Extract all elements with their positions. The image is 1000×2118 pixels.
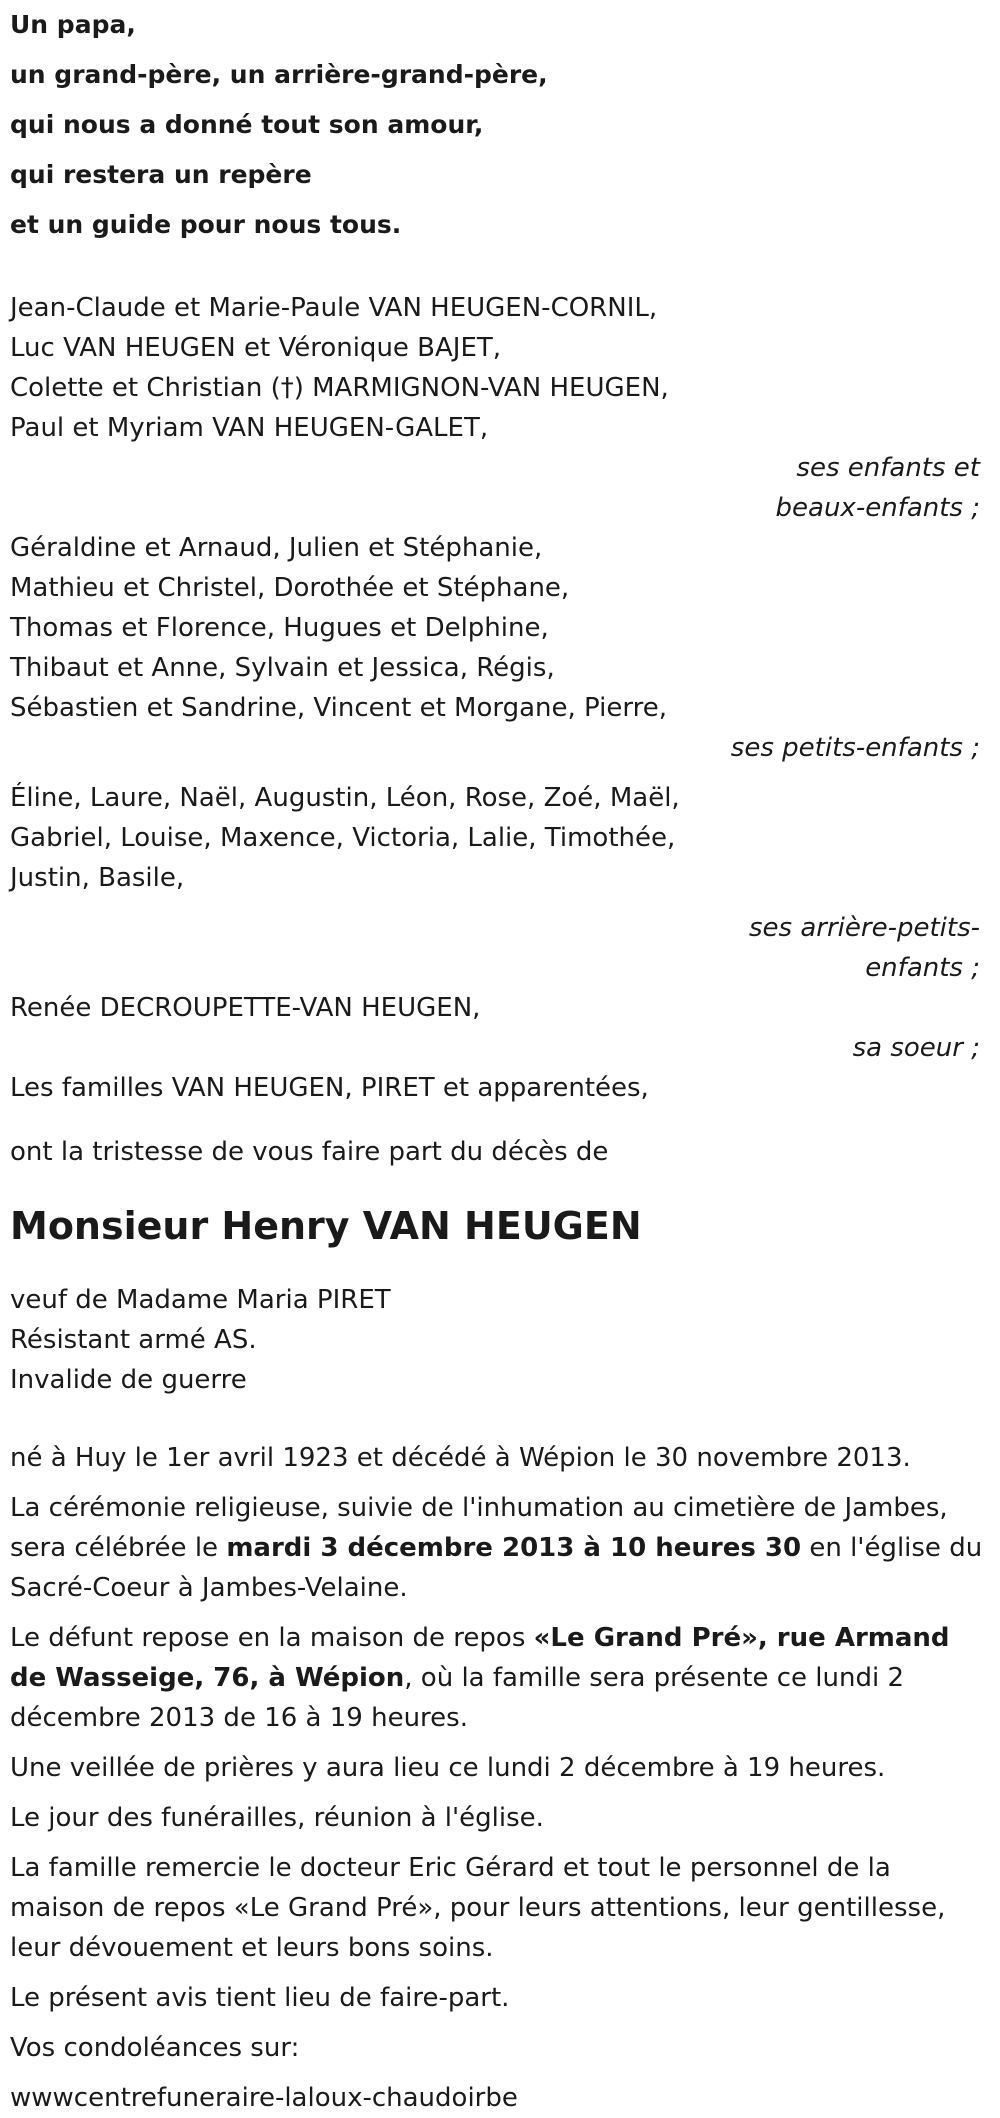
families-line: Les familles VAN HEUGEN, PIRET et apparentées, xyxy=(10,1073,649,1103)
rest-location: «Le Grand Pré», rue Armand de Wasseige, 76, à Wépion xyxy=(10,1623,950,1693)
rest-text: , où la famille sera présente ce lundi 2 décembre 2013 de 16 à 19 heures. xyxy=(10,1663,905,1733)
obituary-notice xyxy=(10,0,990,2118)
deceased-name: Monsieur Henry VAN HEUGEN xyxy=(10,1204,642,1248)
family-line: Sébastien et Sandrine, Vincent et Morgane, Pierre, xyxy=(10,693,667,723)
poem xyxy=(10,0,990,250)
deceased-details xyxy=(10,1280,990,1400)
detail-line: Résistant armé AS. xyxy=(10,1325,257,1355)
sister-section xyxy=(10,988,990,1068)
relation-label: ses enfants et xyxy=(796,453,980,483)
ceremony-datetime: mardi 3 décembre 2013 à 10 heures 30 xyxy=(226,1533,802,1563)
family-line: Justin, Basile, xyxy=(10,863,185,893)
poem-line: qui restera un repère xyxy=(10,160,312,189)
condolences-label: Vos condoléances sur: xyxy=(10,2033,300,2063)
relation-label: enfants ; xyxy=(865,953,980,983)
relation-label: ses arrière-petits- xyxy=(749,913,980,943)
relation-label: sa soeur ; xyxy=(852,1033,980,1063)
rest-info xyxy=(10,1618,990,1738)
family-line: Gabriel, Louise, Maxence, Victoria, Lalie, Timothée, xyxy=(10,823,676,853)
family-line: Géraldine et Arnaud, Julien et Stéphanie, xyxy=(10,533,543,563)
family-line: Éline, Laure, Naël, Augustin, Léon, Rose, Zoé, Maël, xyxy=(10,783,680,813)
family-line: Thomas et Florence, Hugues et Delphine, xyxy=(10,613,549,643)
birth-death: né à Huy le 1er avril 1923 et décédé à Wépion le 30 novembre 2013. xyxy=(10,1443,911,1473)
notice-text: Le présent avis tient lieu de faire-part. xyxy=(10,1983,510,2013)
thanks-text: La famille remercie le docteur Eric Gérard et tout le personnel de la maison de repos «Le Grand Pré», pour leurs attentions, leur gentillesse, leur dévouement et leurs bons soins. xyxy=(10,1853,946,1963)
relation-label: ses petits-enfants ; xyxy=(730,733,980,763)
announcement: ont la tristesse de vous faire part du décès de xyxy=(10,1137,609,1167)
relation-label: beaux-enfants ; xyxy=(775,493,980,523)
family-line: Renée DECROUPETTE-VAN HEUGEN, xyxy=(10,993,481,1023)
family-line: Colette et Christian (†) MARMIGNON-VAN HEUGEN, xyxy=(10,373,669,403)
family-line: Jean-Claude et Marie-Paule VAN HEUGEN-CORNIL, xyxy=(10,293,658,323)
ceremony-text: en l'église du Sacré-Coeur à Jambes-Velaine. xyxy=(10,1533,983,1603)
detail-line: veuf de Madame Maria PIRET xyxy=(10,1285,391,1315)
family-line: Paul et Myriam VAN HEUGEN-GALET, xyxy=(10,413,489,443)
grandchildren-section xyxy=(10,528,990,768)
detail-line: Invalide de guerre xyxy=(10,1365,247,1395)
family-line: Thibaut et Anne, Sylvain et Jessica, Régis, xyxy=(10,653,555,683)
rest-text: Le défunt repose en la maison de repos xyxy=(10,1623,534,1653)
family-line: Luc VAN HEUGEN et Véronique BAJET, xyxy=(10,333,502,363)
poem-line: Un papa, xyxy=(10,10,136,39)
poem-line: qui nous a donné tout son amour, xyxy=(10,110,484,139)
funeral-day-info: Le jour des funérailles, réunion à l'église. xyxy=(10,1803,544,1833)
vigil-info: Une veillée de prières y aura lieu ce lundi 2 décembre à 19 heures. xyxy=(10,1753,886,1783)
ceremony-text: La cérémonie religieuse, suivie de l'inhumation au cimetière de Jambes, sera célébrée le xyxy=(10,1493,948,1563)
poem-line: et un guide pour nous tous. xyxy=(10,210,402,239)
website-link[interactable]: wwwcentrefuneraire-laloux-chaudoirbe xyxy=(10,2083,518,2113)
poem-line: un grand-père, un arrière-grand-père, xyxy=(10,60,548,89)
children-section xyxy=(10,288,990,528)
great-grandchildren-section xyxy=(10,778,990,988)
ceremony-info xyxy=(10,1488,990,1608)
family-line: Mathieu et Christel, Dorothée et Stéphane, xyxy=(10,573,570,603)
